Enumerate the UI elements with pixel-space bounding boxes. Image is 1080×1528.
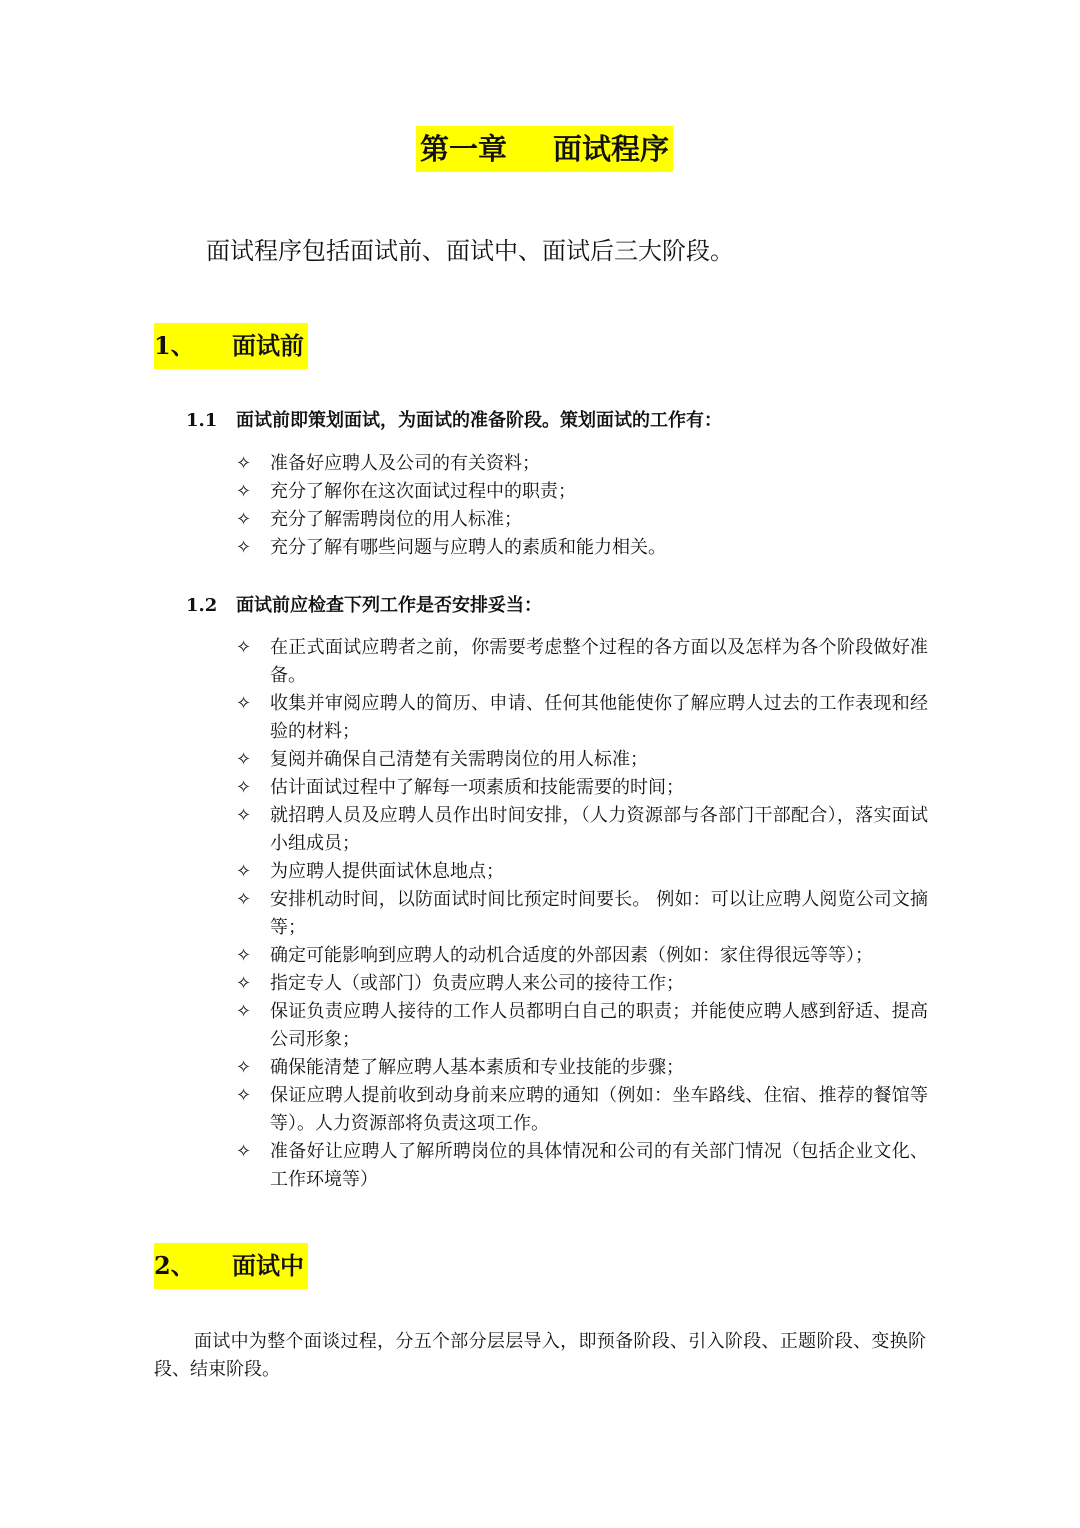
list-item: ✧ 保证负责应聘人接待的工作人员都明白自己的职责；并能使应聘人感到舒适、提高公司形象； — [236, 998, 928, 1054]
subsection-1-1-number: 1.1 — [186, 410, 218, 431]
subsection-1-2-heading — [186, 592, 542, 620]
list-item: ✧ 充分了解你在这次面试过程中的职责； — [236, 478, 928, 506]
section-2-title: 面试中 — [232, 1251, 304, 1280]
section-2-heading — [154, 1243, 308, 1289]
diamond-bullet-icon: ✧ — [236, 693, 252, 714]
list-item: ✧ 准备好应聘人及公司的有关资料； — [236, 450, 928, 478]
list-item: ✧ 充分了解需聘岗位的用人标准； — [236, 506, 928, 534]
subsection-1-1-list — [236, 450, 928, 562]
subsection-1-1-heading — [186, 407, 722, 435]
subsection-1-2-list — [236, 634, 928, 1194]
section-1-title: 面试前 — [232, 331, 304, 360]
list-item: ✧ 确保能清楚了解应聘人基本素质和专业技能的步骤； — [236, 1054, 928, 1082]
list-item: ✧ 估计面试过程中了解每一项素质和技能需要的时间； — [236, 774, 928, 802]
chapter-name: 面试程序 — [553, 132, 670, 166]
diamond-bullet-icon: ✧ — [236, 945, 252, 966]
section-1-heading — [154, 323, 308, 369]
list-item: ✧ 复阅并确保自己清楚有关需聘岗位的用人标准； — [236, 746, 928, 774]
list-item: ✧ 为应聘人提供面试休息地点； — [236, 858, 928, 886]
section-1-number: 1、 — [154, 331, 195, 360]
chapter-title — [416, 126, 673, 172]
diamond-bullet-icon: ✧ — [236, 805, 252, 826]
list-item: ✧ 确定可能影响到应聘人的动机合适度的外部因素（例如：家住得很远等等）； — [236, 942, 928, 970]
diamond-bullet-icon: ✧ — [236, 861, 252, 882]
diamond-bullet-icon: ✧ — [236, 1057, 252, 1078]
diamond-bullet-icon: ✧ — [236, 1085, 252, 1106]
list-item: ✧ 安排机动时间，以防面试时间比预定时间要长。 例如：可以让应聘人阅览公司文摘等； — [236, 886, 928, 942]
section-2-paragraph: 面试中为整个面谈过程，分五个部分层层导入，即预备阶段、引入阶段、正题阶段、变换阶段、结束阶段。 — [154, 1331, 926, 1380]
list-item: ✧ 就招聘人员及应聘人员作出时间安排，（人力资源部与各部门干部配合），落实面试小组成员； — [236, 802, 928, 858]
diamond-bullet-icon: ✧ — [236, 509, 252, 530]
list-item: ✧ 指定专人（或部门）负责应聘人来公司的接待工作； — [236, 970, 928, 998]
subsection-1-1-title: 面试前即策划面试，为面试的准备阶段。策划面试的工作有： — [236, 410, 722, 431]
diamond-bullet-icon: ✧ — [236, 777, 252, 798]
list-item: ✧ 在正式面试应聘者之前，你需要考虑整个过程的各方面以及怎样为各个阶段做好准备。 — [236, 634, 928, 690]
list-item: ✧ 准备好让应聘人了解所聘岗位的具体情况和公司的有关部门情况（包括企业文化、工作环境等） — [236, 1138, 928, 1194]
intro-paragraph: 面试程序包括面试前、面试中、面试后三大阶段。 — [206, 237, 734, 265]
diamond-bullet-icon: ✧ — [236, 537, 252, 558]
diamond-bullet-icon: ✧ — [236, 889, 252, 910]
diamond-bullet-icon: ✧ — [236, 1141, 252, 1162]
diamond-bullet-icon: ✧ — [236, 1001, 252, 1022]
list-item: ✧ 收集并审阅应聘人的简历、申请、任何其他能使你了解应聘人过去的工作表现和经验的材料； — [236, 690, 928, 746]
list-item: ✧ 保证应聘人提前收到动身前来应聘的通知（例如：坐车路线、住宿、推荐的餐馆等等）。人力资源部将负责这项工作。 — [236, 1082, 928, 1138]
section-2-number: 2、 — [154, 1251, 195, 1280]
subsection-1-2-number: 1.2 — [186, 595, 218, 616]
diamond-bullet-icon: ✧ — [236, 749, 252, 770]
diamond-bullet-icon: ✧ — [236, 637, 252, 658]
diamond-bullet-icon: ✧ — [236, 481, 252, 502]
diamond-bullet-icon: ✧ — [236, 973, 252, 994]
subsection-1-2-title: 面试前应检查下列工作是否安排妥当： — [236, 595, 542, 616]
diamond-bullet-icon: ✧ — [236, 453, 252, 474]
chapter-label: 第一章 — [420, 132, 508, 166]
list-item: ✧ 充分了解有哪些问题与应聘人的素质和能力相关。 — [236, 534, 928, 562]
